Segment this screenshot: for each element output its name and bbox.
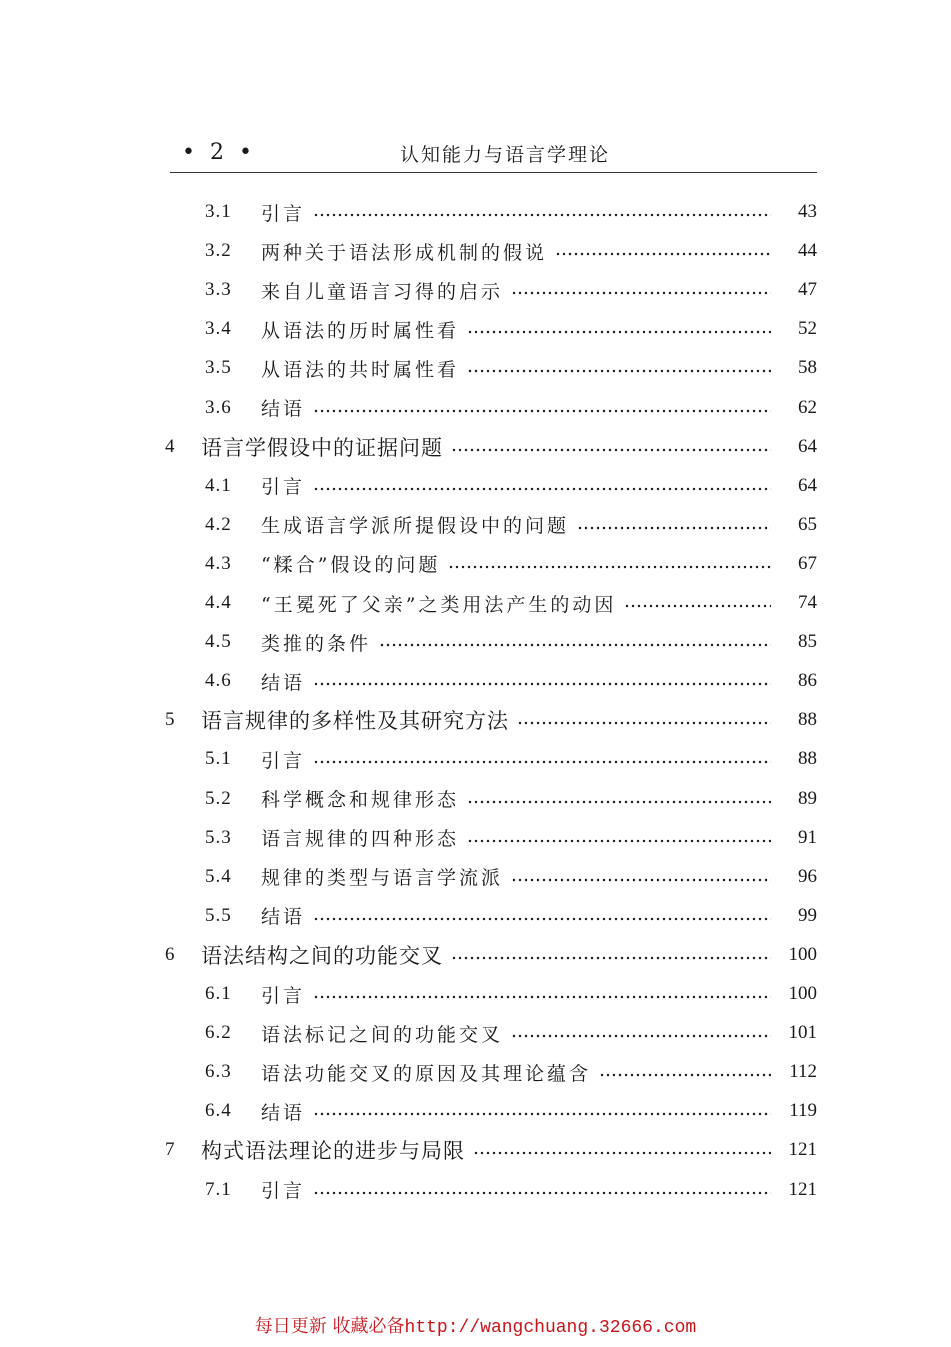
toc-entry-number: 6.3 xyxy=(205,1061,232,1083)
toc-entry-title: 构式语法理论的进步与局限 xyxy=(201,1139,465,1164)
footer-watermark xyxy=(0,1312,951,1338)
toc-entry-page: 88 xyxy=(798,709,817,731)
toc-entry-number: 5 xyxy=(165,709,176,731)
toc-section-row xyxy=(205,1057,817,1087)
toc-entry-page: 88 xyxy=(798,748,817,770)
toc-dot-leader xyxy=(467,800,771,804)
toc-section-row xyxy=(205,666,817,696)
toc-dot-leader xyxy=(511,878,771,882)
toc-entry-number: 4.4 xyxy=(205,592,232,613)
toc-dot-leader xyxy=(467,839,771,843)
toc-entry-number: 6.1 xyxy=(205,983,232,1004)
toc-entry-title: 语法结构之间的功能交叉 xyxy=(201,943,443,968)
toc-section-row xyxy=(205,353,817,383)
toc-entry-page: 100 xyxy=(788,983,817,1004)
toc-entry-page: 43 xyxy=(798,201,817,222)
toc-entry-number: 5.5 xyxy=(205,904,232,926)
toc-entry-page: 44 xyxy=(798,240,817,262)
toc-section-row xyxy=(205,1018,817,1048)
toc-entry-number: 3.3 xyxy=(205,279,232,301)
toc-entry-title: 引言 xyxy=(261,476,306,499)
toc-entry-number: 4.5 xyxy=(205,631,232,653)
toc-chapter-row xyxy=(165,432,817,462)
header-rule xyxy=(170,172,817,173)
toc-chapter-row xyxy=(165,705,817,735)
toc-entry-title: 结语 xyxy=(261,398,306,420)
page-number: • 2 • xyxy=(182,140,256,165)
toc-entry-title: 结语 xyxy=(261,671,306,694)
toc-entry-number: 3.4 xyxy=(205,318,232,340)
page-header xyxy=(170,136,817,172)
toc-dot-leader xyxy=(624,604,771,608)
toc-entry-number: 6.4 xyxy=(205,1100,232,1122)
toc-dot-leader xyxy=(577,526,771,530)
toc-entry-title: “糅合”假设的问题 xyxy=(261,554,441,577)
toc-entry-title: 语言规律的四种形态 xyxy=(261,828,460,851)
toc-entry-number: 3.5 xyxy=(205,357,232,379)
toc-entry-number: 5.1 xyxy=(205,748,232,770)
toc-entry-number: 3.2 xyxy=(205,240,232,262)
toc-entry-title: 规律的类型与语言学流派 xyxy=(261,867,504,890)
toc-entry-title: 科学概念和规律形态 xyxy=(261,789,460,811)
toc-dot-leader xyxy=(599,1073,771,1077)
toc-section-row xyxy=(205,236,817,266)
toc-entry-title: 语法标记之间的功能交叉 xyxy=(261,1023,504,1046)
toc-entry-number: 6 xyxy=(165,943,176,965)
toc-section-row xyxy=(205,471,817,501)
toc-entry-page: 101 xyxy=(788,1022,817,1044)
toc-entry-page: 96 xyxy=(798,865,817,887)
toc-dot-leader xyxy=(313,409,771,413)
toc-entry-page: 121 xyxy=(788,1178,817,1200)
toc-entry-page: 64 xyxy=(798,435,817,457)
toc-entry-page: 100 xyxy=(788,943,817,965)
toc-section-row xyxy=(205,393,817,423)
toc-entry-page: 85 xyxy=(798,631,817,653)
toc-entry-number: 4.3 xyxy=(205,552,232,574)
toc-entry-title: 语法功能交叉的原因及其理论蕴含 xyxy=(261,1062,592,1085)
toc-section-row xyxy=(205,823,817,853)
toc-entry-page: 119 xyxy=(789,1100,817,1122)
toc-entry-number: 4.6 xyxy=(205,670,232,692)
toc-dot-leader xyxy=(448,565,771,569)
toc-section-row xyxy=(205,510,817,540)
running-title: 认知能力与语言学理论 xyxy=(400,144,611,166)
toc-section-row xyxy=(205,275,817,305)
toc-entry-page: 121 xyxy=(788,1139,817,1161)
toc-dot-leader xyxy=(313,995,771,999)
toc-section-row xyxy=(205,784,817,814)
toc-entry-number: 5.4 xyxy=(205,865,232,887)
toc-section-row xyxy=(205,979,817,1009)
toc-dot-leader xyxy=(379,643,771,647)
toc-entry-title: 从语法的共时属性看 xyxy=(261,358,460,381)
toc-section-row xyxy=(205,314,817,344)
toc-entry-number: 7 xyxy=(165,1139,176,1161)
toc-entry-number: 3.6 xyxy=(205,396,232,418)
toc-entry-page: 99 xyxy=(798,904,817,926)
toc-entry-title: 结语 xyxy=(261,906,306,929)
toc-dot-leader xyxy=(313,917,771,921)
toc-entry-number: 4.2 xyxy=(205,513,232,535)
toc-entry-number: 7.1 xyxy=(205,1178,232,1200)
toc-dot-leader xyxy=(467,369,771,373)
toc-entry-title: 结语 xyxy=(261,1101,306,1124)
toc-dot-leader xyxy=(313,213,771,217)
toc-dot-leader xyxy=(467,330,771,334)
toc-entry-number: 3.1 xyxy=(205,201,232,222)
toc-entry-title: 引言 xyxy=(261,202,306,225)
toc-entry-number: 5.2 xyxy=(205,787,232,809)
toc-chapter-row xyxy=(165,940,817,970)
toc-dot-leader xyxy=(313,1191,771,1195)
toc-entry-page: 58 xyxy=(798,357,817,379)
toc-entry-title: 类推的条件 xyxy=(261,632,372,655)
toc-dot-leader xyxy=(313,760,771,764)
footer-url: http://wangchuang.32666.com xyxy=(404,1318,697,1338)
toc-section-row xyxy=(205,197,817,227)
toc-entry-title: “王冕死了父亲”之类用法产生的动因 xyxy=(261,593,617,616)
toc-dot-leader xyxy=(451,448,771,452)
toc-entry-number: 4 xyxy=(165,435,176,457)
toc-entry-number: 4.1 xyxy=(205,474,232,496)
toc-section-row xyxy=(205,1096,817,1126)
toc-entry-number: 5.3 xyxy=(205,826,232,848)
footer-slogan: 每日更新 收藏必备 xyxy=(254,1316,405,1337)
toc-section-row xyxy=(205,744,817,774)
toc-dot-leader xyxy=(511,291,771,295)
toc-section-row xyxy=(205,901,817,931)
toc-entry-title: 引言 xyxy=(261,984,306,1007)
toc-section-row xyxy=(205,1175,817,1205)
toc-entry-page: 74 xyxy=(798,592,817,613)
toc-entry-page: 47 xyxy=(798,279,817,301)
toc-entry-page: 65 xyxy=(798,513,817,535)
toc-dot-leader xyxy=(313,487,771,491)
toc-section-row xyxy=(205,549,817,579)
toc-dot-leader xyxy=(451,956,771,960)
toc-dot-leader xyxy=(517,721,771,725)
toc-entry-title: 语言规律的多样性及其研究方法 xyxy=(201,709,509,734)
toc-section-row xyxy=(205,588,817,618)
toc-entry-page: 91 xyxy=(798,826,817,848)
toc-section-row xyxy=(205,862,817,892)
toc-dot-leader xyxy=(555,252,771,256)
toc-entry-page: 112 xyxy=(789,1061,817,1083)
toc-entry-page: 52 xyxy=(798,318,817,340)
toc-entry-title: 两种关于语法形成机制的假说 xyxy=(261,241,548,264)
toc-entry-title: 来自儿童语言习得的启示 xyxy=(261,280,504,303)
toc-entry-title: 生成语言学派所提假设中的问题 xyxy=(261,515,570,538)
toc-entry-number: 6.2 xyxy=(205,1022,232,1044)
toc-dot-leader xyxy=(313,1112,771,1116)
toc-entry-page: 67 xyxy=(798,552,817,574)
toc-entry-title: 引言 xyxy=(261,749,306,772)
toc-entry-page: 89 xyxy=(798,787,817,809)
toc-entry-title: 从语法的历时属性看 xyxy=(261,319,460,342)
toc-dot-leader xyxy=(473,1151,771,1155)
toc-chapter-row xyxy=(165,1135,817,1165)
toc-entry-page: 86 xyxy=(798,670,817,692)
toc-entry-title: 引言 xyxy=(261,1180,306,1202)
toc-entry-title: 语言学假设中的证据问题 xyxy=(201,435,443,460)
toc-dot-leader xyxy=(313,682,771,686)
toc-section-row xyxy=(205,627,817,657)
toc-dot-leader xyxy=(511,1034,771,1038)
toc-entry-page: 62 xyxy=(798,396,817,418)
toc-entry-page: 64 xyxy=(798,474,817,496)
